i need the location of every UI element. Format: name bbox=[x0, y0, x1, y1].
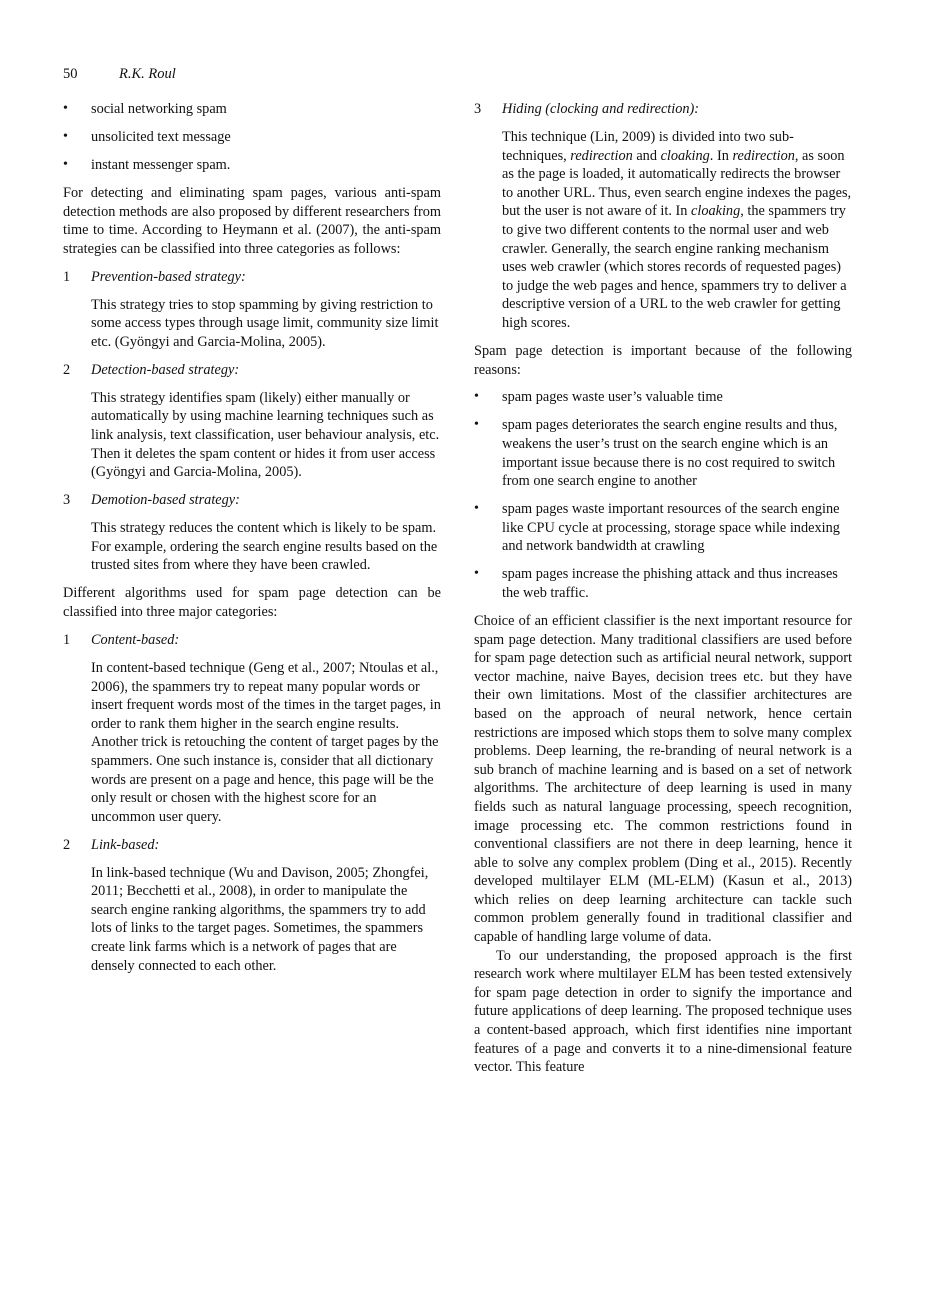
right-column bbox=[474, 100, 852, 1077]
understanding-paragraph: To our understanding, the proposed approach is the first research work where multilayer ELM has been tested extensively for spam page detection in order to signify the importance and future applications of deep learning. The proposed technique uses a content-based approach, which first identifies nine important features of a page and converts it to a nine-dimensional feature vector. This feature bbox=[474, 947, 852, 1076]
category-heading: 2 Link-based: bbox=[63, 836, 160, 853]
strategy-body: This strategy tries to stop spamming by giving restriction to some access types through usage limit, community size limit etc. (Gyöngyi and Garcia-Molina, 2005). bbox=[91, 296, 439, 350]
bullet-item: • social networking spam bbox=[63, 100, 441, 119]
bullet-item: • unsolicited text message bbox=[63, 128, 441, 147]
reasons-intro: Spam page detection is important because of the following reasons: bbox=[474, 342, 852, 378]
bullet-item: • spam pages increase the phishing attack and thus increases the web traffic. bbox=[474, 565, 852, 602]
bullet-item: • instant messenger spam. bbox=[63, 156, 441, 175]
strategy-heading: 3 Demotion-based strategy: bbox=[63, 492, 240, 509]
bullet-item: • spam pages deteriorates the search engine results and thus, weakens the user’s trust on the search engine which is an important issue because there is no cost required to switch from one search engine to another bbox=[474, 416, 852, 490]
page-number: 50 bbox=[63, 66, 78, 82]
strategy-heading: 2 Detection-based strategy: bbox=[63, 361, 240, 378]
running-header bbox=[63, 66, 176, 83]
bullet-item: • spam pages waste important resources of the search engine like CPU cycle at processing, storage space while indexing and network bandwidth at crawling bbox=[474, 500, 852, 556]
category-body: In content-based technique (Geng et al., 2007; Ntoulas et al., 2006), the spammers try to repeat many popular words or insert frequent words most of the times in the target pages, in order to rank them higher in the search engine results. Another trick is retouching the content of target pages by the spammers. One such instance is, consider that all dictionary words are present on a page and hence, this page will be the only result or chosen with the highest score for an uncommon user query. bbox=[91, 659, 441, 825]
classifier-paragraph: Choice of an efficient classifier is the next important resource for spam page detection. Many traditional classifiers are used before for spam page detection such as artificial neural network, support vector machine, naive Bayes, decision trees etc. but they have their own limitations. Most of the classifier architectures are based on the approach of neural network, hence certain restrictions are imposed which stops them to solve many complex problems. Deep learning, the re-branding of neural network is a sub branch of machine learning and is based on a set of network algorithms. The architecture of deep learning is used in many fields such as natural language processing, speech recognition, image processing etc. The common restrictions found in conventional classifiers are not there in deep learning, hence it able to solve any complex problem (Ding et al., 2015). Recently developed multilayer ELM (ML-ELM) (Kasun et al., 2013) which relies on deep learning architecture can tackle such common problem generally found in traditional classifier and capable of handling large volume of data. bbox=[474, 612, 852, 946]
left-column bbox=[63, 100, 441, 975]
strategy-heading: 1 Prevention-based strategy: bbox=[63, 268, 246, 285]
category-heading: 1 Content-based: bbox=[63, 631, 180, 648]
strategy-body: This strategy reduces the content which is likely to be spam. For example, ordering the search engine results based on the trusted sites from where they have been crawled. bbox=[91, 520, 438, 574]
bullet-item: • spam pages waste user’s valuable time bbox=[474, 388, 852, 407]
anti-spam-intro: For detecting and eliminating spam pages, various anti-spam detection methods are also proposed by different researchers from time to time. According to Heymann et al. (2007), the anti-spam strategies can be classified into three categories as follows: bbox=[63, 184, 441, 257]
category-body: In link-based technique (Wu and Davison, 2005; Zhongfei, 2011; Becchetti et al., 2008), in order to manipulate the search engine ranking algorithms, the spammers try to add lots of links to the target pages. Sometimes, the spammers create link farms which is a network of pages that are densely connected to each other. bbox=[91, 864, 429, 974]
strategy-body: This strategy identifies spam (likely) either manually or automatically by using machine learning techniques such as link analysis, text classification, user behaviour analysis, etc. Then it deletes the spam content or hides it from user access (Gyöngyi and Garcia-Molina, 2005). bbox=[91, 389, 440, 481]
category-heading: 3 Hiding (clocking and redirection): bbox=[474, 101, 700, 117]
running-author: R.K. Roul bbox=[119, 66, 176, 82]
category-body: This technique (Lin, 2009) is divided into two sub-techniques, redirection and cloaking. In redirection, as soon as the page is loaded, it automatically redirects the browser to another URL. Thus, even search engine indexes the pages, but the user is not aware of it. In cloaking, the spammers try to give two different contents to the normal user and web crawler. Generally, the search engine ranking mechanism uses web crawler (which stores records of requested pages) to judge the web pages and hence, spammers try to deliver a descriptive version of a URL to the web crawler for getting high scores. bbox=[502, 128, 852, 331]
algorithms-intro: Different algorithms used for spam page detection can be classified into three major categories: bbox=[63, 585, 441, 620]
